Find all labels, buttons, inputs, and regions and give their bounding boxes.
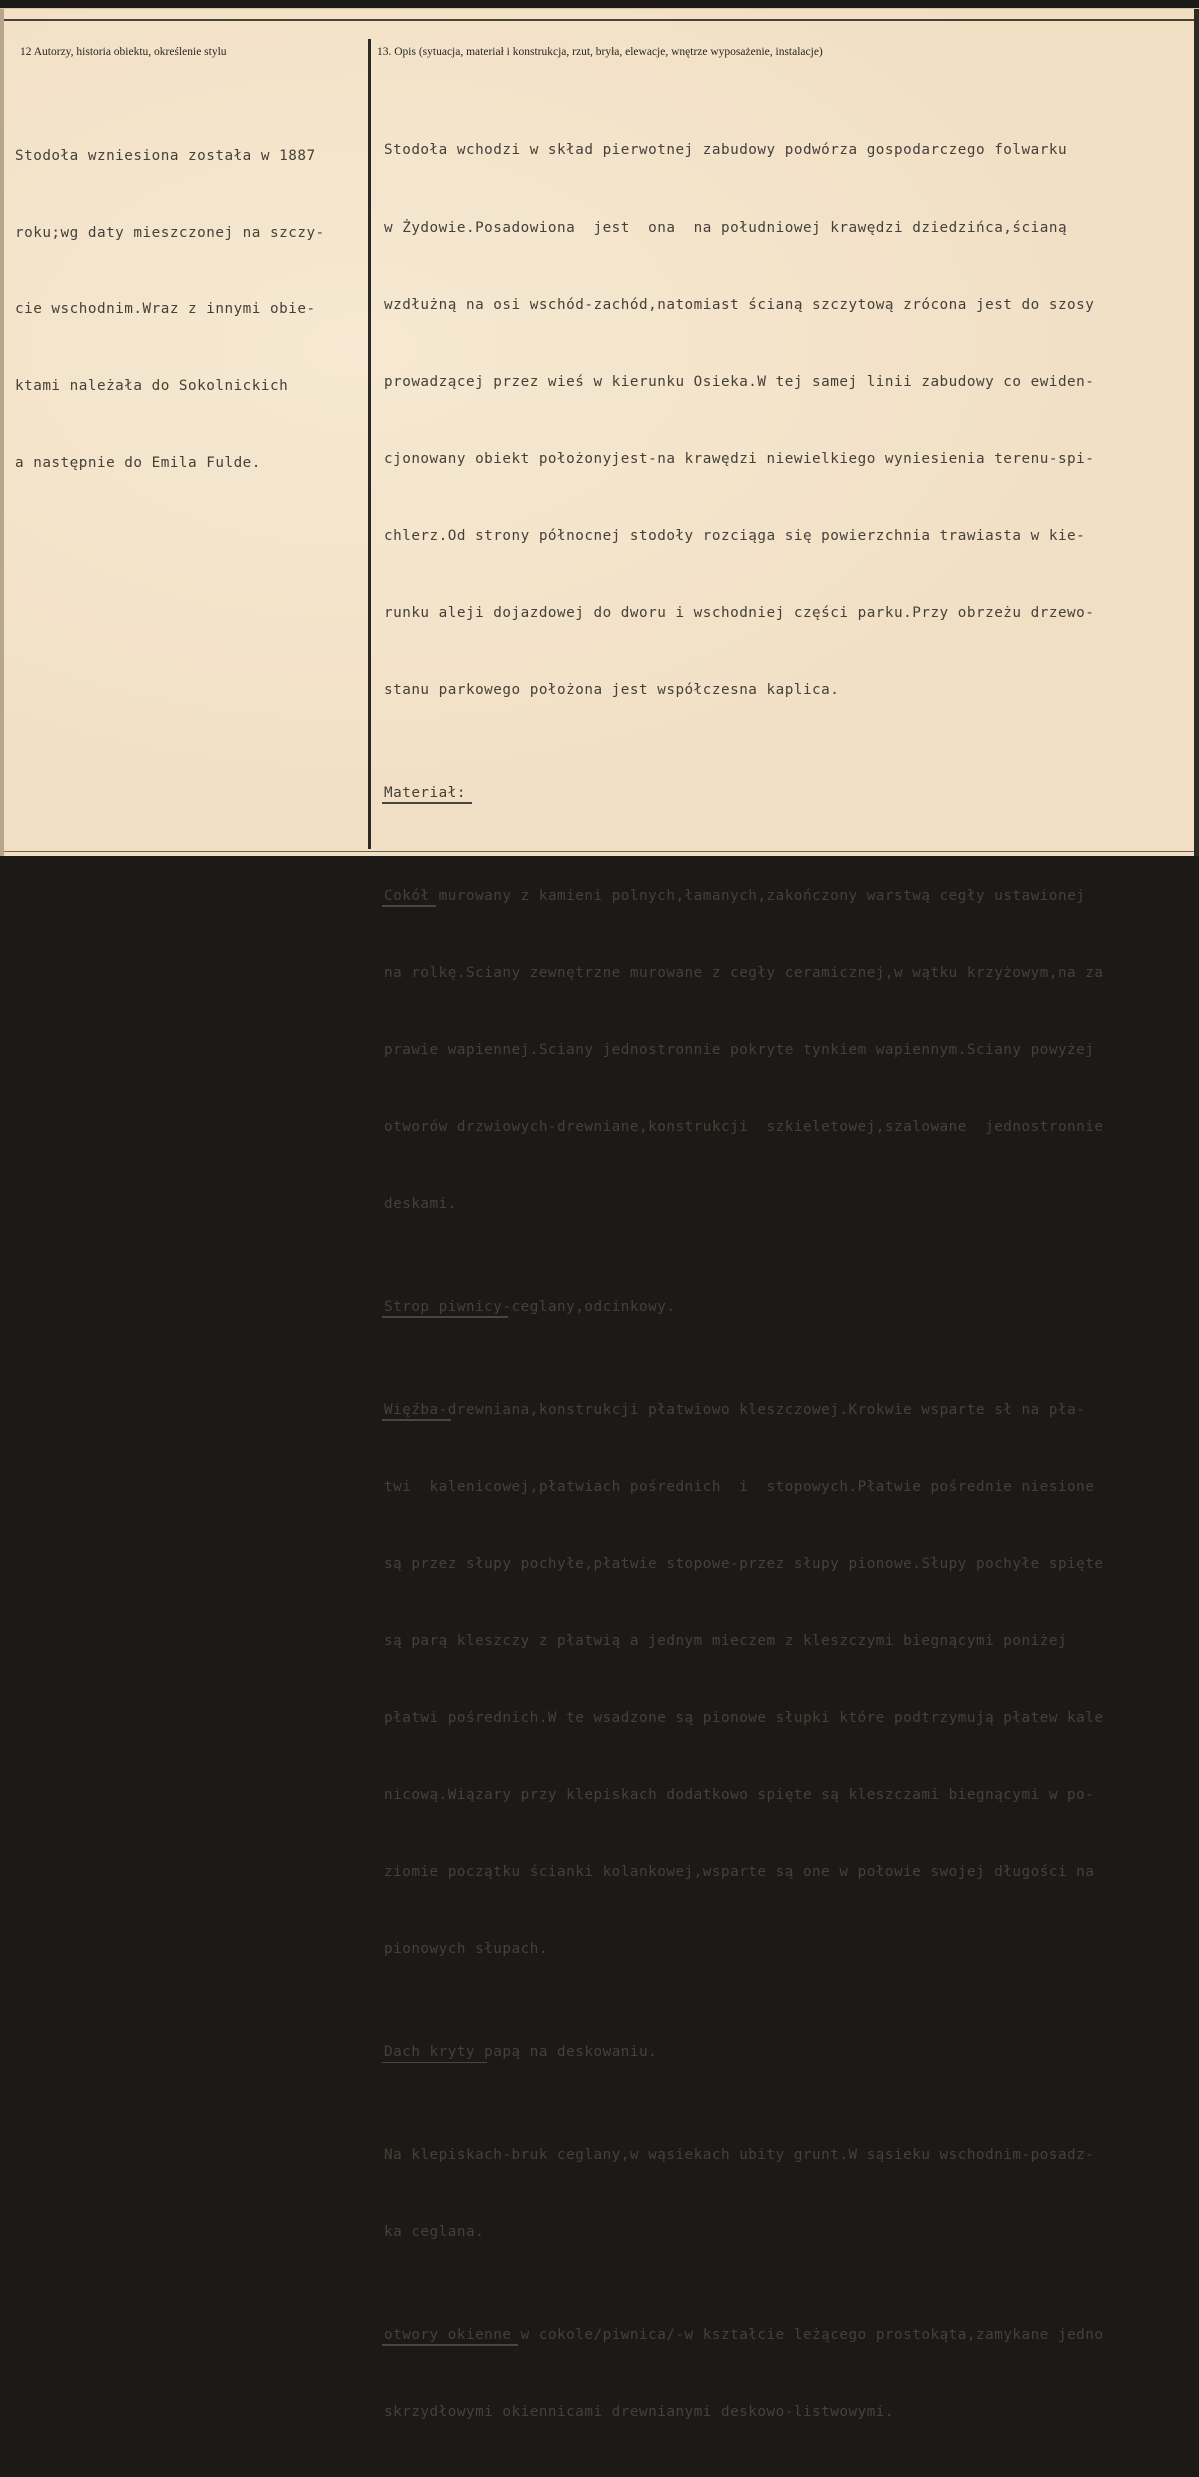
wiezba-label: Więźba — [384, 1401, 439, 1418]
intro-line: wzdłużną na osi wschód-zachód,natomiast ścianą szczytową zrócona jest do szosy — [384, 296, 1095, 313]
dach-line — [384, 2040, 1104, 2066]
record-card — [0, 8, 1199, 2420]
wiezba-line: płatwi pośrednich.W te wsadzone są pionowe słupki które podtrzymują płatew kale — [384, 1710, 1104, 1726]
wiezba-line: są parą kleszczy z płatwią a jednym mieczem z kleszczymi biegnącymi poniżej — [384, 1632, 1068, 1649]
strop-line — [384, 1295, 1104, 1321]
card-left-edge — [0, 9, 4, 856]
wiezba-line: ziomie początku ścianki kolankowej,wsparte są one w połowie swojej długości na — [384, 1864, 1095, 1881]
cokol-line: otworów drzwiowych-drewniane,konstrukcji szkieletowej,szalowane jednostronnie — [384, 1118, 1104, 1135]
dach-label: Dach kryty — [384, 2044, 476, 2061]
card-right-edge — [1194, 9, 1199, 856]
text-line: a następnie do Emila Fulde. — [15, 454, 261, 471]
cokol-line: deskami. — [384, 1196, 457, 1213]
dach-text: papą na deskowaniu. — [475, 2044, 658, 2061]
otwory-text: w cokole/piwnica/-w kształcie leżącego prostokąta,zamykane jedno — [511, 2326, 1104, 2343]
intro-line: Stodoła wchodzi w skład pierwotnej zabudowy podwórza gospodarczego folwarku — [384, 142, 1068, 159]
wiezba-line — [384, 1398, 1104, 1424]
material-heading: Materiał: — [384, 784, 466, 801]
text-line: ktami należała do Sokolnickich — [15, 378, 289, 395]
intro-line: prowadzącej przez wieś w kierunku Osieka.W tej samej linii zabudowy co ewiden- — [384, 373, 1095, 390]
intro-line: stanu parkowego położona jest współczesna kaplica. — [384, 682, 840, 699]
section-12-header: 12 Autorzy, historia obiektu, określenie stylu — [20, 46, 227, 58]
cokol-line: prawie wapiennej.Sciany jednostronnie pokryte tynkiem wapiennym.Sciany powyżej — [384, 1041, 1095, 1058]
cokol-label: Cokół — [384, 887, 430, 904]
intro-line: w Żydowie.Posadowiona jest ona na południowej krawędzi dziedzińca,ścianą — [384, 219, 1068, 236]
text-line: cie wschodnim.Wraz z innymi obie- — [15, 301, 316, 318]
klepiska-line: ka ceglana. — [384, 2223, 485, 2240]
column-divider — [368, 39, 371, 849]
wiezba-line: są przez słupy pochyłe,płatwie stopowe-przez słupy pionowe.Słupy pochyłe spięte — [384, 1555, 1104, 1572]
wiezba-text: -drewniana,konstrukcji płatwiowo kleszczowej.Krokwie wsparte sł na pła- — [438, 1401, 1086, 1418]
otwory-line — [384, 2323, 1104, 2349]
cokol-line — [384, 884, 1104, 910]
top-rule — [4, 19, 1194, 21]
section-12-text — [15, 93, 325, 527]
intro-line: runku aleji dojazdowej do dworu i wschodniej części parku.Przy obrzeżu drzewo- — [384, 604, 1095, 621]
wiezba-line: nicową.Wiązary przy klepiskach dodatkowo spięte są kleszczami biegnącymi w po- — [384, 1787, 1095, 1804]
strop-label: Strop piwnicy — [384, 1298, 503, 1315]
section-13-header: 13. Opis (sytuacja, materiał i konstrukcja, rzut, bryła, elewacje, wnętrze wyposażenie, instalacje) — [377, 46, 823, 58]
section-13-text — [384, 87, 1104, 2477]
wiezba-line: pionowych słupach. — [384, 1941, 548, 1958]
otwory-label: otwory okienne — [384, 2326, 512, 2343]
intro-line: chlerz.Od strony północnej stodoły rozciąga się powierzchnia trawiasta w kie- — [384, 527, 1086, 544]
klepiska-line: Na klepiskach-bruk ceglany,w wąsiekach ubity grunt.W sąsieku wschodnim-posadz- — [384, 2146, 1095, 2163]
strop-text: -ceglany,odcinkowy. — [502, 1298, 676, 1315]
otwory-line: skrzydłowymi okiennicami drewnianymi deskowo-listwowymi. — [384, 2403, 895, 2420]
text-line: Stodoła wzniesiona została w 1887 — [15, 148, 316, 164]
material-heading-line — [384, 781, 1104, 807]
cokol-text: murowany z kamieni polnych,łamanych,zakończony warstwą cegły ustawionej — [429, 887, 1086, 904]
cokol-line: na rolkę.Sciany zewnętrzne murowane z cegły ceramicznej,w wątku krzyżowym,na za — [384, 964, 1104, 981]
wiezba-line: twi kalenicowej,płatwiach pośrednich i stopowych.Płatwie pośrednie niesione — [384, 1478, 1095, 1495]
intro-line: cjonowany obiekt położonyjest-na krawędzi niewielkiego wyniesienia terenu-spi- — [384, 450, 1095, 467]
text-line: roku;wg daty mieszczonej na szczy- — [15, 224, 325, 241]
